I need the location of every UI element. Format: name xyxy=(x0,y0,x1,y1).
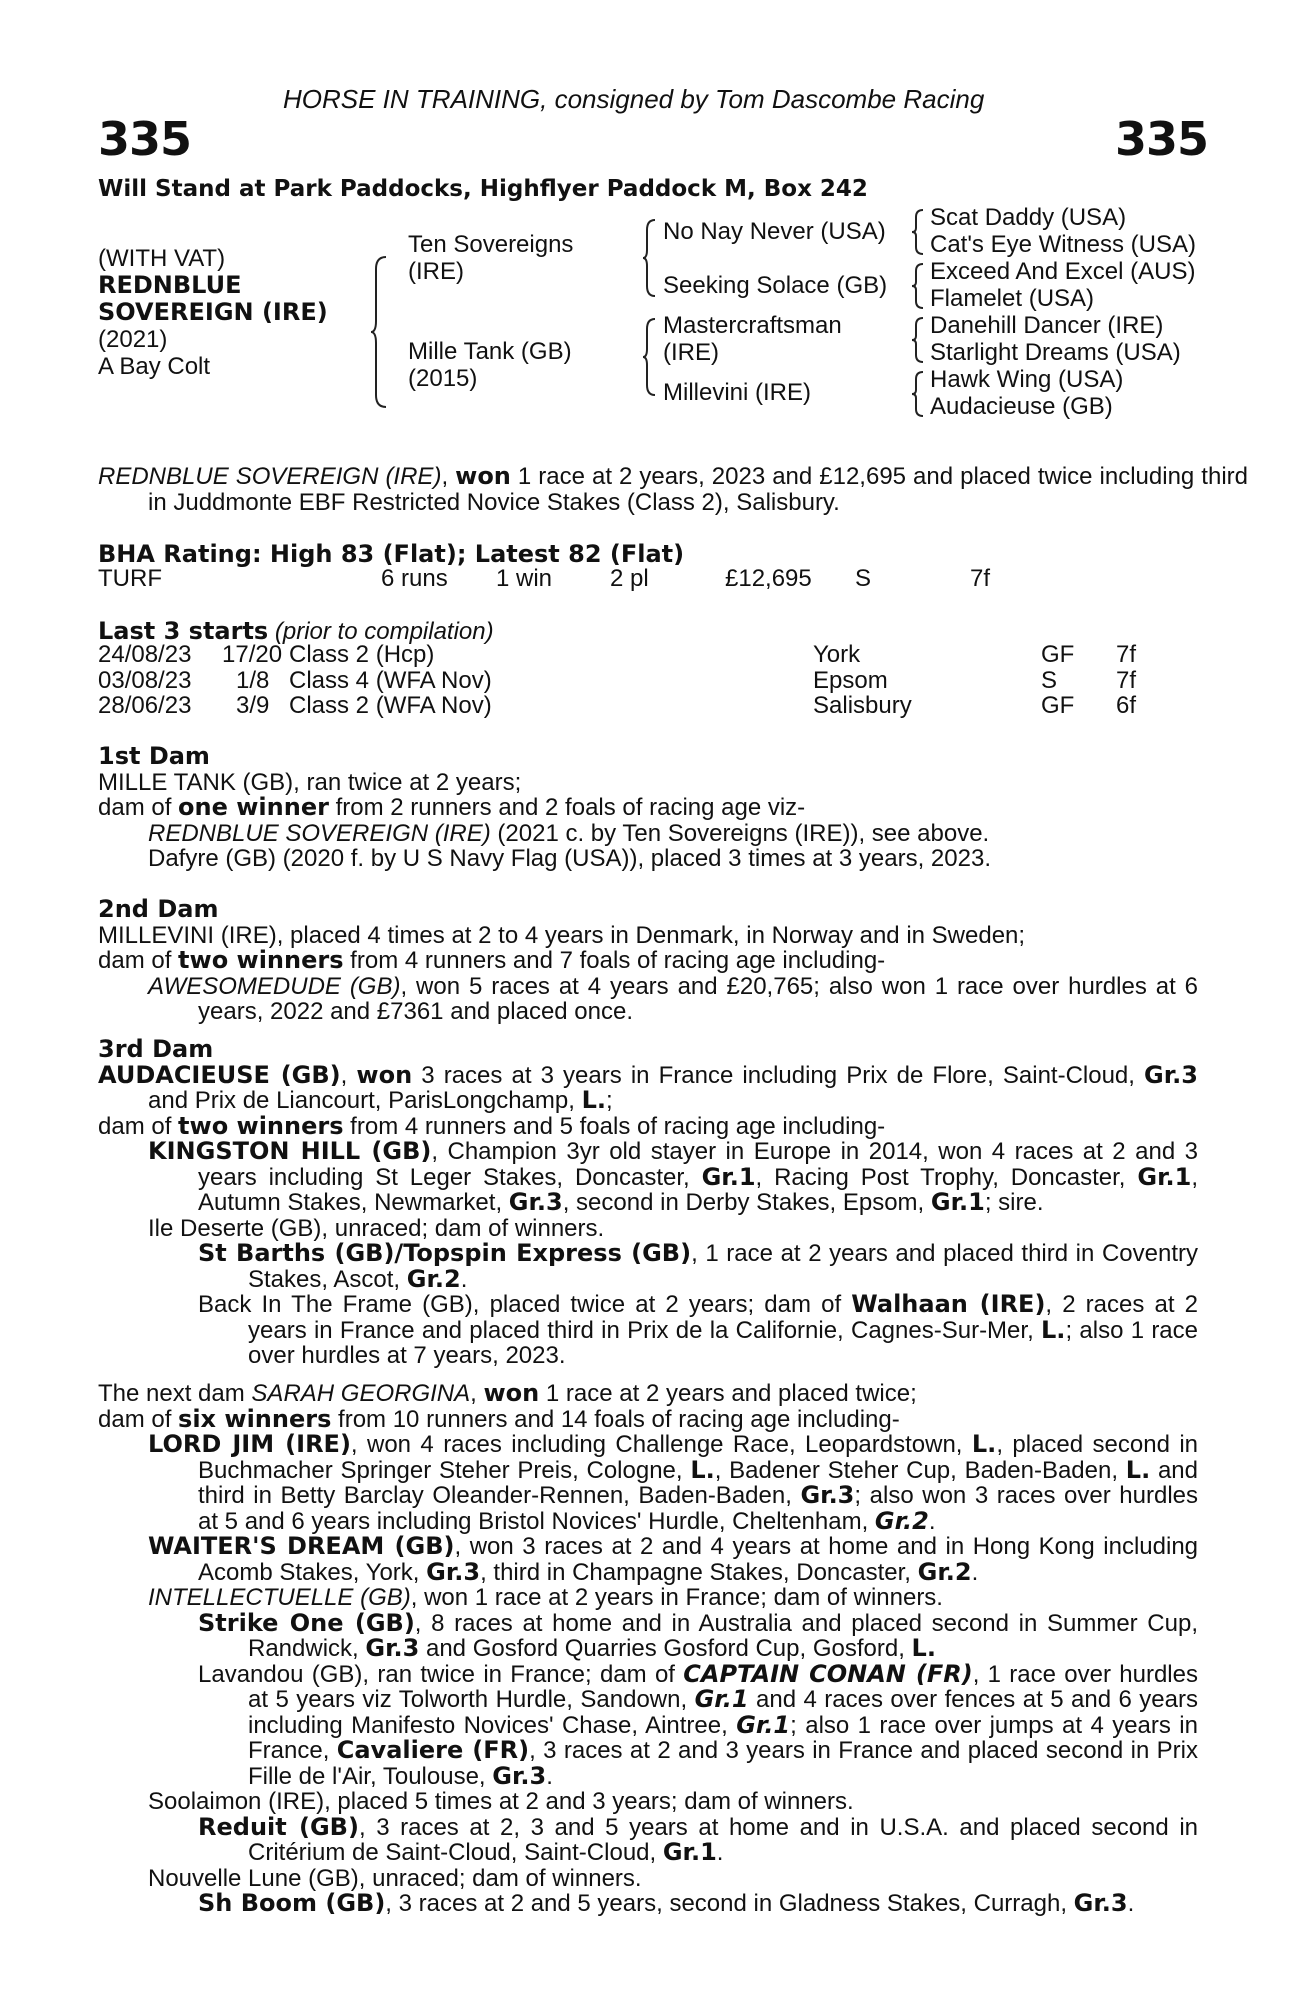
turf-record: TURF 6 runs 1 win 2 pl £12,695 S 7f xyxy=(98,565,991,592)
last-starts-table: 24/08/23 17/20 Class 2 (Hcp) York GF 7f 03/08/23 1/8 Class 4 (WFA Nov) Epsom S 7f 28/06/23 3/9 Class 2 (WFA Nov) Salisbury GF 6f xyxy=(98,641,1137,719)
race-summary: REDNBLUE SOVEREIGN (IRE), won 1 race at 2 years, 2023 and £12,695 and placed twice including third in Juddmonte EBF Restricted Novice Stakes (Class 2), Salisbury. xyxy=(98,462,1248,516)
horse-identity xyxy=(98,245,328,380)
sire-sire: No Nay Never (USA) xyxy=(663,218,886,245)
bha-rating: BHA Rating: High 83 (Flat); Latest 82 (Flat) xyxy=(98,540,685,568)
last-starts-heading: Last 3 starts (prior to compilation) xyxy=(98,617,494,645)
dam-sire: Mastercraftsman (IRE) xyxy=(663,312,842,366)
sire-brace xyxy=(642,218,658,298)
horse-name-line1: REDNBLUE xyxy=(98,271,242,299)
pedigree-brace xyxy=(370,255,390,410)
dam-dam: Millevini (IRE) xyxy=(663,379,812,406)
dam-brace xyxy=(642,317,658,397)
lot-number-right: 335 xyxy=(1115,112,1209,166)
first-dam-section: 1st Dam MILLE TANK (GB), ran twice at 2 years; dam of one winner from 2 runners and 2 foals of racing age viz- REDNBLUE SOVEREIGN (IRE) (2021 c. by Ten Sovereigns (IRE)), see above. Dafyre (GB) (2020 f. by U S Navy Flag (USA)), placed 3 times at 3 years, 2023. xyxy=(98,742,991,872)
brace-g34 xyxy=(911,262,925,310)
sire: Ten Sovereigns (IRE) xyxy=(408,231,574,285)
third-generation: Scat Daddy (USA) Cat's Eye Witness (USA) Exceed And Excel (AUS) Flamelet (USA) Danehill Dancer (IRE) Starlight Dreams (USA) Hawk Wing (USA) Audacieuse (GB) xyxy=(930,204,1196,420)
vat-note: (WITH VAT) xyxy=(98,245,226,272)
dam: Mille Tank (GB) (2015) xyxy=(408,338,572,392)
brace-g78 xyxy=(911,370,925,418)
third-dam-section: 3rd Dam AUDACIEUSE (GB), won 3 races at 3 years in France including Prix de Flore, Saint-Cloud, Gr.3 and Prix de Liancourt, ParisLongchamp, L.; dam of two winners from 4 runners and 5 foals of racing age including- KINGSTON HILL (GB), Champion 3yr old stayer in Europe in 2014, won 4 races at 2 and 3 years including St Leger Stakes, Doncaster, Gr.1, Racing Post Trophy, Doncaster, Gr.1, Autumn Stakes, Newmarket, Gr.3, second in Derby Stakes, Epsom, Gr.1; sire. Ile Deserte (GB), unraced; dam of winners. St Barths (GB)/Topspin Express (GB), 1 race at 2 years and placed third in Coventry Stakes, Ascot, Gr.2. Back In The Frame (GB), placed twice at 2 years; dam of Walhaan (IRE), 2 races at 2 years in France and placed third in Prix de la Californie, Cagnes-Sur-Mer, L.; also 1 race over hurdles at 7 years, 2023. xyxy=(98,1035,1199,1369)
consignor-header: HORSE IN TRAINING, consigned by Tom Dascombe Racing xyxy=(283,84,985,114)
second-dam-section: 2nd Dam MILLEVINI (IRE), placed 4 times at 2 to 4 years in Denmark, in Norway and in Sweden; dam of two winners from 4 runners and 7 foals of racing age including- AWESOMEDUDE (GB), won 5 races at 4 years and £20,765; also won 1 race over hurdles at 6 years, 2022 and £7361 and placed once. xyxy=(98,895,1198,1025)
next-dam-section: The next dam SARAH GEORGINA, won 1 race at 2 years and placed twice; dam of six winners from 10 runners and 14 foals of racing age including- LORD JIM (IRE), won 4 races including Challenge Race, Leopardstown, L., placed second in Buchmacher Springer Steher Preis, Cologne, L., Badener Steher Cup, Baden-Baden, L. and third in Betty Barclay Oleander-Rennen, Baden-Baden, Gr.3; also won 3 races over hurdles at 5 and 6 years including Bristol Novices' Hurdle, Cheltenham, Gr.2. WAITER'S DREAM (GB), won 3 races at 2 and 4 years at home and in Hong Kong including Acomb Stakes, York, Gr.3, third in Champagne Stakes, Doncaster, Gr.2. INTELLECTUELLE (GB), won 1 race at 2 years in France; dam of winners. Strike One (GB), 8 races at home and in Australia and placed second in Summer Cup, Randwick, Gr.3 and Gosford Quarries Gosford Cup, Gosford, L. Lavandou (GB), ran twice in France; dam of CAPTAIN CONAN (FR), 1 race over hurdles at 5 years viz Tolworth Hurdle, Sandown, Gr.1 and 4 races over fences at 5 and 6 years including Manifesto Novices' Chase, Aintree, Gr.1; also 1 race over jumps at 4 years in France, Cavaliere (FR), 3 races at 2 and 3 years in France and placed second in Prix Fille de l'Air, Toulouse, Gr.3. Soolaimon (IRE), placed 5 times at 2 and 3 years; dam of winners. Reduit (GB), 3 races at 2, 3 and 5 years at home and in U.S.A. and placed second in Critérium de Saint-Cloud, Saint-Cloud, Gr.1. Nouvelle Lune (GB), unraced; dam of winners. Sh Boom (GB), 3 races at 2 and 5 years, second in Gladness Stakes, Curragh, Gr.3. xyxy=(98,1379,1199,1917)
horse-year: (2021) xyxy=(98,326,168,353)
horse-name-line2: SOVEREIGN (IRE) xyxy=(98,298,328,326)
horse-description: A Bay Colt xyxy=(98,353,211,380)
sire-dam: Seeking Solace (GB) xyxy=(663,272,888,299)
stabling-location: Will Stand at Park Paddocks, Highflyer Paddock M, Box 242 xyxy=(98,176,868,202)
brace-g56 xyxy=(911,316,925,364)
brace-g12 xyxy=(911,208,925,256)
lot-number-left: 335 xyxy=(98,112,192,166)
